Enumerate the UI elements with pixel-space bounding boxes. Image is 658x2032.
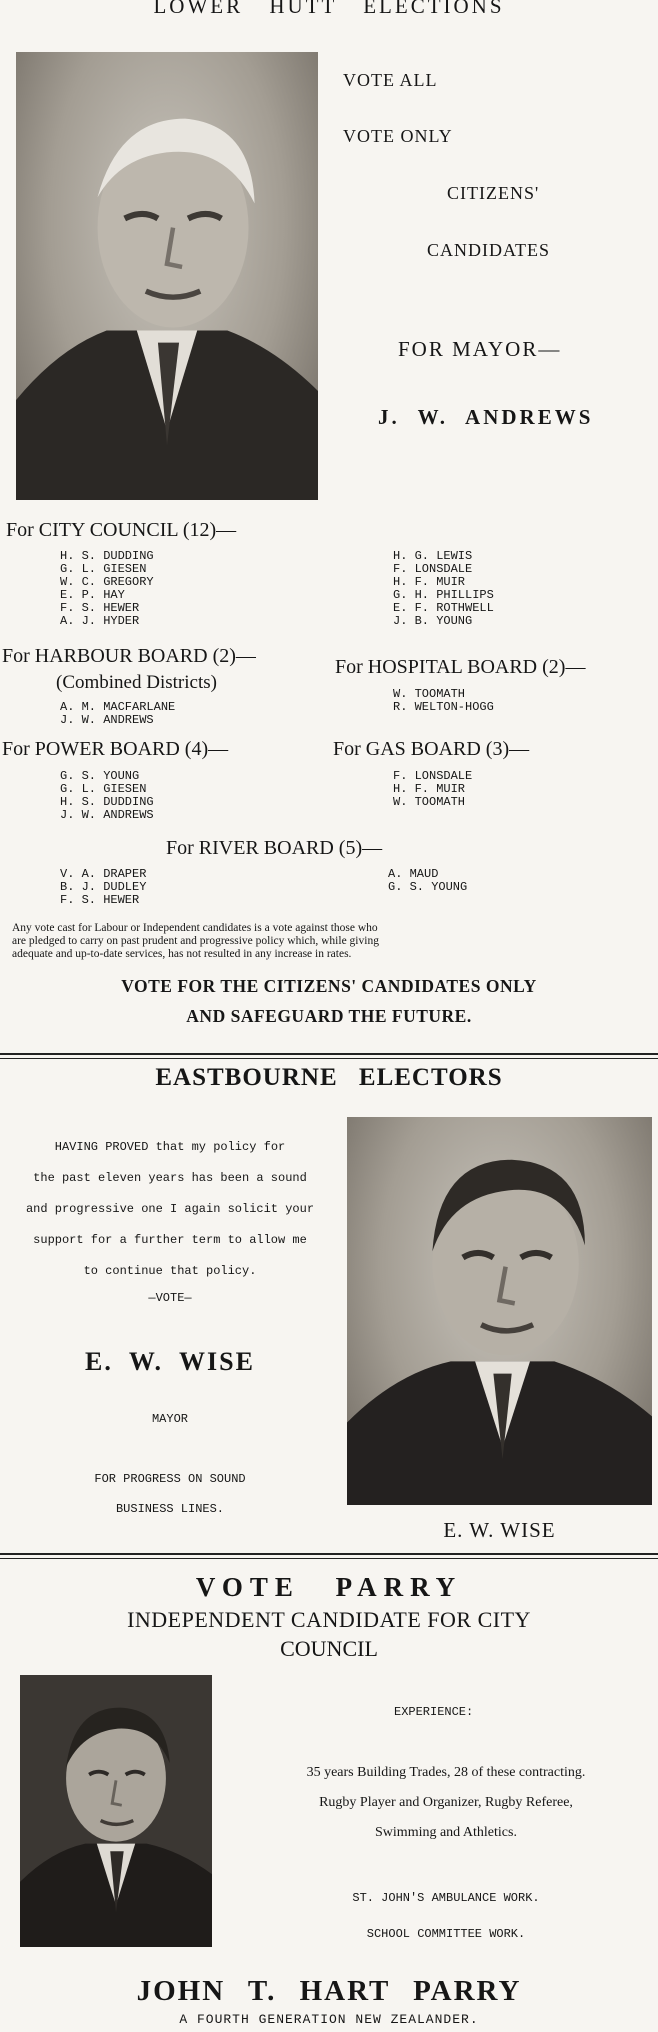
list-item: A. J. HYDER (60, 614, 140, 628)
closing-line-2: AND SAFEGUARD THE FUTURE. (186, 1006, 472, 1026)
slogan-vote-only: VOTE ONLY (343, 126, 453, 146)
experience-list (240, 1758, 652, 1848)
notice-line: Any vote cast for Labour or Independent candidates is a vote against those who (12, 922, 378, 934)
slogan-vote-all: VOTE ALL (343, 70, 438, 90)
harbour-board-subheading: (Combined Districts) (56, 672, 217, 693)
parry-subtitle-1: INDEPENDENT CANDIDATE FOR CITY (127, 1607, 531, 1632)
gas-board-heading: For GAS BOARD (3)— (333, 738, 530, 760)
list-item: F. S. HEWER (60, 893, 140, 907)
list-item: G. S. YOUNG (60, 769, 140, 783)
river-board-heading: For RIVER BOARD (5)— (166, 837, 383, 859)
section-divider (0, 1553, 658, 1555)
list-item: Swimming and Athletics. (375, 1825, 517, 1840)
andrews-portrait (16, 52, 318, 500)
list-item: SCHOOL COMMITTEE WORK. (366, 1927, 526, 1941)
eastbourne-line: and progressive one I again solicit your (25, 1202, 315, 1216)
eastbourne-line: support for a further term to allow me (33, 1233, 307, 1247)
notice-line: adequate and up-to-date services, has not resulted in any increase in rates. (12, 948, 352, 960)
section-divider (0, 1558, 658, 1559)
list-item: E. P. HAY (60, 588, 125, 602)
list-item: J. B. YOUNG (393, 614, 473, 628)
work-list (240, 1880, 652, 1952)
list-item: ST. JOHN'S AMBULANCE WORK. (352, 1891, 540, 1905)
list-item: Rugby Player and Organizer, Rugby Referee, (319, 1795, 573, 1810)
eastbourne-line: HAVING PROVED that my policy for (54, 1140, 286, 1154)
power-board-list (60, 770, 154, 822)
eastbourne-text (10, 1132, 330, 1287)
progress-line-2: BUSINESS LINES. (115, 1502, 225, 1516)
parry-tagline: A FOURTH GENERATION NEW ZEALANDER. (179, 2012, 479, 2027)
river-board-left-list (60, 868, 146, 907)
parry-subtitle-2: COUNCIL (280, 1636, 378, 1661)
vote-label: —VOTE— (148, 1291, 192, 1305)
wise-caption: E. W. WISE (443, 1518, 556, 1542)
city-council-left-list (60, 550, 154, 628)
wise-role: MAYOR (151, 1412, 188, 1426)
wise-name: E. W. WISE (85, 1347, 255, 1376)
list-item: W. TOOMATH (393, 795, 466, 809)
gas-board-list (393, 770, 472, 809)
list-item: E. F. ROTHWELL (393, 601, 494, 615)
list-item: G. H. PHILLIPS (393, 588, 494, 602)
progress-line-1: FOR PROGRESS ON SOUND (94, 1472, 246, 1486)
parry-portrait (20, 1675, 212, 1947)
list-item: F. S. HEWER (60, 601, 140, 615)
list-item: J. W. ANDREWS (60, 808, 154, 822)
lower-hutt-title: LOWER HUTT ELECTIONS (153, 0, 505, 18)
list-item: G. L. GIESEN (60, 562, 147, 576)
eastbourne-line: the past eleven years has been a sound (33, 1171, 307, 1185)
section-divider (0, 1053, 658, 1055)
list-item: W. C. GREGORY (60, 575, 154, 589)
parry-title: VOTE PARRY (195, 1572, 463, 1602)
mayor-heading: FOR MAYOR— (398, 337, 562, 361)
parry-name: JOHN T. HART PARRY (136, 1975, 522, 2007)
list-item: G. L. GIESEN (60, 782, 147, 796)
list-item: F. LONSDALE (393, 769, 473, 783)
list-item: V. A. DRAPER (60, 867, 147, 881)
hospital-board-heading: For HOSPITAL BOARD (2)— (335, 656, 586, 678)
city-council-right-list (393, 550, 494, 628)
list-item: H. F. MUIR (393, 782, 466, 796)
list-item: B. J. DUDLEY (60, 880, 147, 894)
notice-text (12, 922, 648, 961)
eastbourne-line: to continue that policy. (83, 1264, 257, 1278)
hospital-board-list (393, 688, 494, 714)
notice-line: are pledged to carry on past prudent and progressive policy which, while giving (12, 935, 379, 947)
list-item: H. G. LEWIS (393, 549, 473, 563)
closing-line-1: VOTE FOR THE CITIZENS' CANDIDATES ONLY (121, 976, 537, 996)
experience-heading: EXPERIENCE: (394, 1705, 474, 1719)
river-board-right-list (388, 868, 467, 894)
mayor-name: J. W. ANDREWS (378, 405, 594, 429)
city-council-heading: For CITY COUNCIL (12)— (6, 519, 237, 541)
list-item: R. WELTON-HOGG (393, 700, 494, 714)
list-item: 35 years Building Trades, 28 of these contracting. (306, 1765, 586, 1780)
list-item: A. M. MACFARLANE (60, 700, 176, 714)
list-item: H. F. MUIR (393, 575, 466, 589)
eastbourne-title: EASTBOURNE ELECTORS (155, 1064, 503, 1091)
list-item: G. S. YOUNG (388, 880, 468, 894)
list-item: J. W. ANDREWS (60, 713, 154, 727)
list-item: A. MAUD (388, 867, 439, 881)
power-board-heading: For POWER BOARD (4)— (2, 738, 229, 760)
slogan-candidates: CANDIDATES (427, 240, 551, 260)
list-item: W. TOOMATH (393, 687, 466, 701)
harbour-board-heading: For HARBOUR BOARD (2)— (2, 645, 256, 667)
slogan-citizens: CITIZENS' (447, 183, 540, 203)
list-item: H. S. DUDDING (60, 549, 154, 563)
section-divider (0, 1058, 658, 1059)
wise-portrait (347, 1117, 652, 1505)
list-item: H. S. DUDDING (60, 795, 154, 809)
list-item: F. LONSDALE (393, 562, 473, 576)
harbour-board-list (60, 701, 175, 727)
